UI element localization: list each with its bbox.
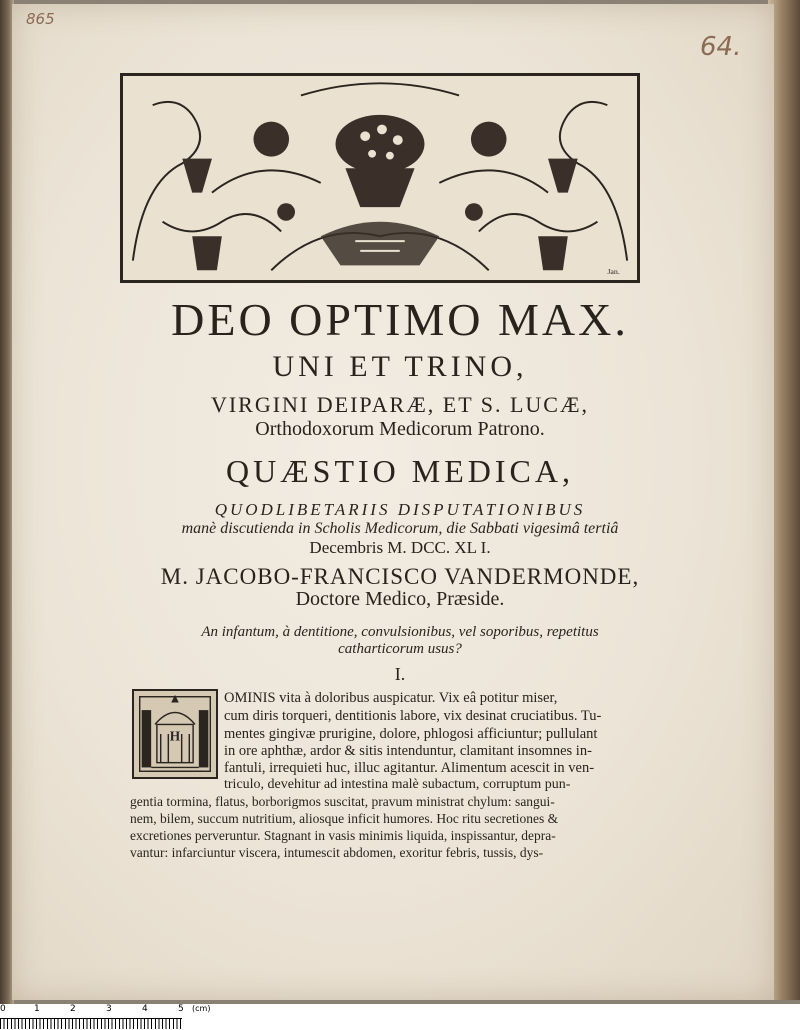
drop-cap-letter: H	[169, 728, 181, 744]
body-line: triculo, devehitur ad intestina malè subactum, corruptum pun-	[224, 777, 571, 792]
praeses-name: M. JACOBO-FRANCISCO VANDERMONDE,	[160, 564, 640, 589]
body-line: gentia tormina, flatus, borborigmos suscitat, pravum ministrat chylum: sangui-	[130, 794, 555, 809]
body-line: in ore aphthæ, ardor & sitis intenduntur, clamitant insomnes in-	[224, 743, 592, 759]
disputation-date: Decembris M. DCC. XL I.	[309, 538, 491, 557]
ruler-mark: 2	[70, 1004, 76, 1014]
ruler-mark: 1	[34, 1004, 40, 1014]
scale-ruler	[0, 1004, 800, 1030]
praeses-title: Doctore Medico, Præside.	[295, 588, 505, 610]
body-line: cum diris torqueri, dentitionis labore, vix desinat cruciatibus. Tu-	[224, 708, 602, 724]
ruler-unit: (cm)	[192, 1004, 211, 1013]
dedication-line-4: Orthodoxorum Medicorum Patrono.	[255, 418, 545, 440]
question-line-1: An infantum, à dentitione, convulsionibus, vel soporibus, repetitus	[201, 624, 599, 640]
ruler-mark: 5	[178, 1004, 184, 1014]
folio-number-left: 865	[26, 10, 55, 28]
thesis-heading: QUÆSTIO MEDICA,	[226, 453, 574, 489]
dedication-line-3: VIRGINI DEIPARÆ, ET S. LUCÆ,	[210, 392, 590, 417]
ruler-mark: 3	[106, 1004, 112, 1014]
section-number: I.	[394, 664, 406, 684]
dedication-line-2: UNI ET TRINO,	[272, 350, 528, 383]
body-line: fantuli, irrequieti huc, illuc agitantur. Alimentum acescit in ven-	[224, 760, 595, 776]
body-line: vantur: infarciuntur viscera, intumescit abdomen, exoritur febris, tussis, dys-	[130, 845, 544, 860]
initial-architecture-illustration	[134, 691, 216, 777]
question-line-2: catharticorum usus?	[338, 641, 462, 657]
body-line: mentes gingivæ prurigine, dolore, phlogosi afficiuntur; pullulant	[224, 726, 598, 742]
disputation-detail: manè discutienda in Scholis Medicorum, die Sabbati vigesimâ tertiâ	[181, 520, 619, 537]
engraver-signature: Jan.	[607, 267, 620, 277]
ruler-mark: 4	[142, 1004, 148, 1014]
headpiece-ornament-illustration	[123, 76, 637, 280]
body-line: nem, bilem, succum nutritium, aliosque inficit humores. Hoc ritu secretiones &	[130, 811, 559, 826]
ruler-mark: 0	[0, 1004, 6, 1014]
disputation-line: QUODLIBETARIIS DISPUTATIONIBUS	[214, 500, 586, 519]
body-line: OMINIS vita à doloribus auspicatur. Vix eâ potitur miser,	[224, 690, 558, 706]
dedication-line-1: DEO OPTIMO MAX.	[171, 294, 629, 345]
ruler-bar	[0, 1018, 182, 1029]
decorated-initial	[132, 689, 218, 779]
ornamental-headpiece	[120, 73, 640, 283]
body-line: excretiones perveruntur. Stagnant in vasis minimis liquida, inspissantur, depra-	[130, 828, 556, 843]
folio-number-right: 64.	[700, 32, 742, 62]
